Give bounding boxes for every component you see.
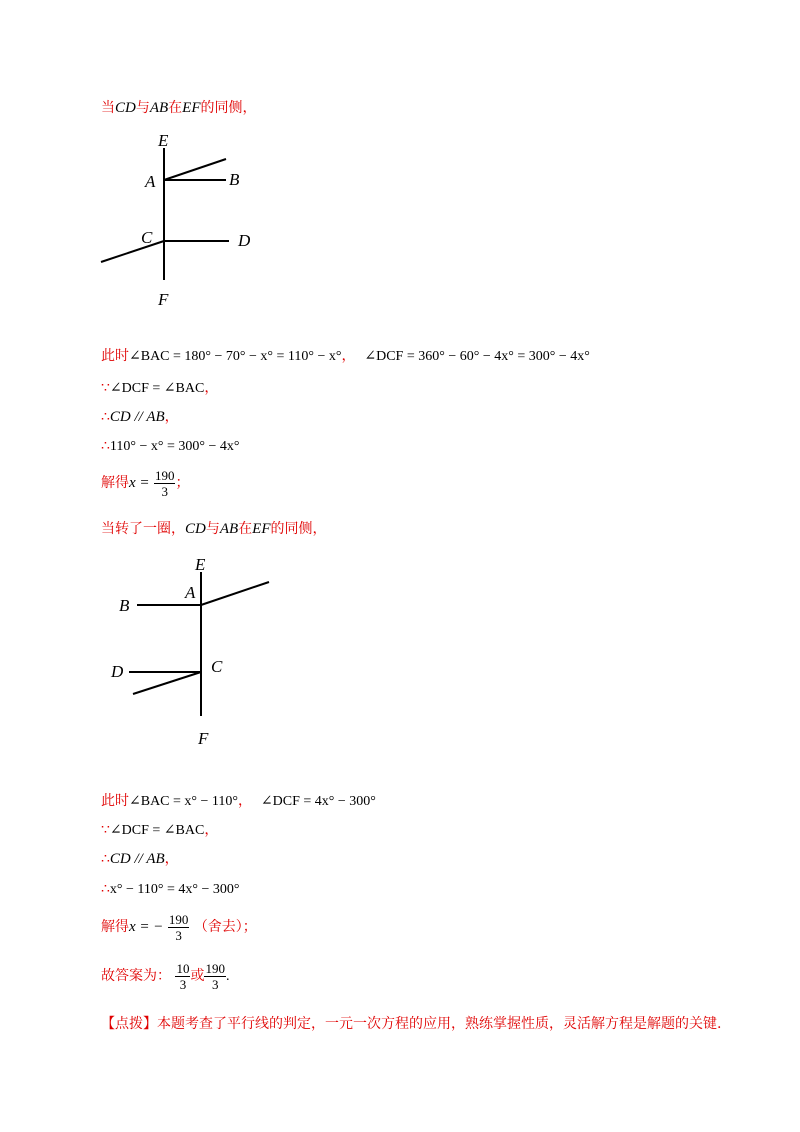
therefore-symbol: ∴ [101, 438, 110, 454]
case2-parallel: CD // AB [109, 851, 165, 867]
therefore-symbol: ∴ [101, 409, 110, 425]
tip-line [101, 1014, 721, 1034]
label-f: F [198, 729, 209, 748]
ray-a-upper [164, 159, 226, 180]
case1-now-line [101, 346, 590, 367]
answer-label: 故答案为： [101, 968, 171, 984]
case2-now-line [101, 791, 376, 812]
case1-intro-text: 在 [168, 100, 183, 116]
case1-therefore-eq-line [101, 436, 239, 457]
case2-intro-text: 在 [238, 521, 253, 537]
case1-solution-fraction [154, 468, 176, 499]
case2-intro [101, 519, 327, 539]
therefore-symbol: ∴ [101, 881, 110, 897]
case2-intro-cd: CD [185, 521, 206, 537]
case1-comma: ， [341, 348, 356, 364]
label-c: C [141, 228, 153, 247]
case2-equation: x° − 110° = 4x° − 300° [109, 882, 240, 897]
because-symbol: ∵ [101, 822, 110, 838]
answer-fraction-a [175, 961, 190, 992]
case1-parallel: CD // AB [109, 409, 165, 425]
case1-eq1: ∠BAC = 180° − 70° − x° = 110° − x° [129, 349, 342, 364]
case1-semicolon: ； [175, 475, 190, 491]
case2-intro-text: 当转了一圈， [101, 521, 185, 537]
case2-eq1: ∠BAC = x° − 110° [129, 794, 238, 809]
case1-intro-text: 的同侧， [200, 100, 257, 116]
ray-a-upper [201, 582, 269, 605]
case2-solution-fraction [168, 912, 190, 943]
label-d: D [111, 662, 124, 681]
case2-solve-x: x = − [129, 919, 164, 935]
case1-because-line: ∵∠DCF = ∠BAC， [101, 380, 219, 396]
case1-intro [101, 98, 257, 118]
case2-solve-label: 解得 [101, 919, 129, 935]
case2-because-eq: ∠DCF = ∠BAC [109, 823, 205, 838]
fraction-numerator: 190 [205, 960, 225, 976]
case1-therefore-parallel-line: ∴CD // AB， [101, 409, 179, 425]
case2-comma: ， [238, 793, 252, 809]
label-b: B [229, 170, 240, 189]
label-d: D [238, 231, 251, 250]
fraction-denominator: 3 [161, 483, 168, 499]
case1-solution-line [101, 466, 189, 500]
case2-intro-ef: EF [252, 521, 271, 537]
fraction-numerator: 190 [154, 467, 175, 483]
case1-intro-text: 当 [101, 100, 115, 116]
case1-solve-label: 解得 [101, 475, 129, 491]
case2-because-line: ∵∠DCF = ∠BAC， [101, 822, 219, 838]
case1-because-eq: ∠DCF = ∠BAC [109, 381, 205, 396]
case1-intro-ab: AB [149, 100, 169, 116]
case1-intro-cd: CD [115, 100, 136, 116]
label-f: F [158, 290, 169, 308]
case2-intro-text: 与 [205, 521, 220, 537]
label-c: C [211, 657, 223, 676]
case1-eq2: ∠DCF = 360° − 60° − 4x° = 300° − 4x° [364, 349, 590, 364]
answer-or: 或 [190, 968, 205, 984]
ray-c-lower [101, 241, 164, 262]
fraction-denominator: 3 [211, 976, 219, 992]
fraction-numerator: 10 [176, 960, 190, 976]
case2-eq2: ∠DCF = 4x° − 300° [260, 794, 376, 809]
label-a: A [185, 583, 196, 602]
tip-label: 【点拨】 [101, 1016, 157, 1032]
case2-solution-line [101, 909, 257, 945]
therefore-symbol: ∴ [101, 851, 110, 867]
answer-fraction-b [204, 961, 226, 992]
case1-intro-ef: EF [182, 100, 201, 116]
because-symbol: ∵ [101, 380, 110, 396]
label-b: B [119, 596, 130, 615]
label-a: A [145, 172, 156, 191]
tip-text: 本题考查了平行线的判定，一元一次方程的应用，熟练掌握性质，灵活解方程是解题的关键. [157, 1016, 722, 1032]
answer-line [101, 957, 229, 996]
label-e: E [158, 131, 169, 150]
case1-now-label: 此时 [101, 348, 129, 364]
case2-therefore-parallel-line: ∴CD // AB， [101, 851, 179, 867]
case1-solve-x: x = [129, 475, 150, 491]
case2-therefore-eq-line [101, 879, 239, 900]
case2-now-label: 此时 [101, 793, 129, 809]
fraction-numerator: 190 [168, 911, 189, 927]
case1-intro-text: 与 [135, 100, 150, 116]
case2-figure [105, 550, 285, 750]
answer-period: . [225, 969, 230, 984]
fraction-denominator: 3 [179, 976, 187, 992]
fraction-denominator: 3 [175, 927, 182, 943]
case1-equation: 110° − x° = 300° − 4x° [109, 439, 240, 454]
label-e: E [195, 555, 206, 574]
case1-figure [95, 128, 275, 308]
ray-c-lower [133, 672, 201, 694]
case2-discard: （舍去）； [193, 919, 257, 935]
case2-intro-text: 的同侧， [270, 521, 327, 537]
case2-intro-ab: AB [219, 521, 239, 537]
